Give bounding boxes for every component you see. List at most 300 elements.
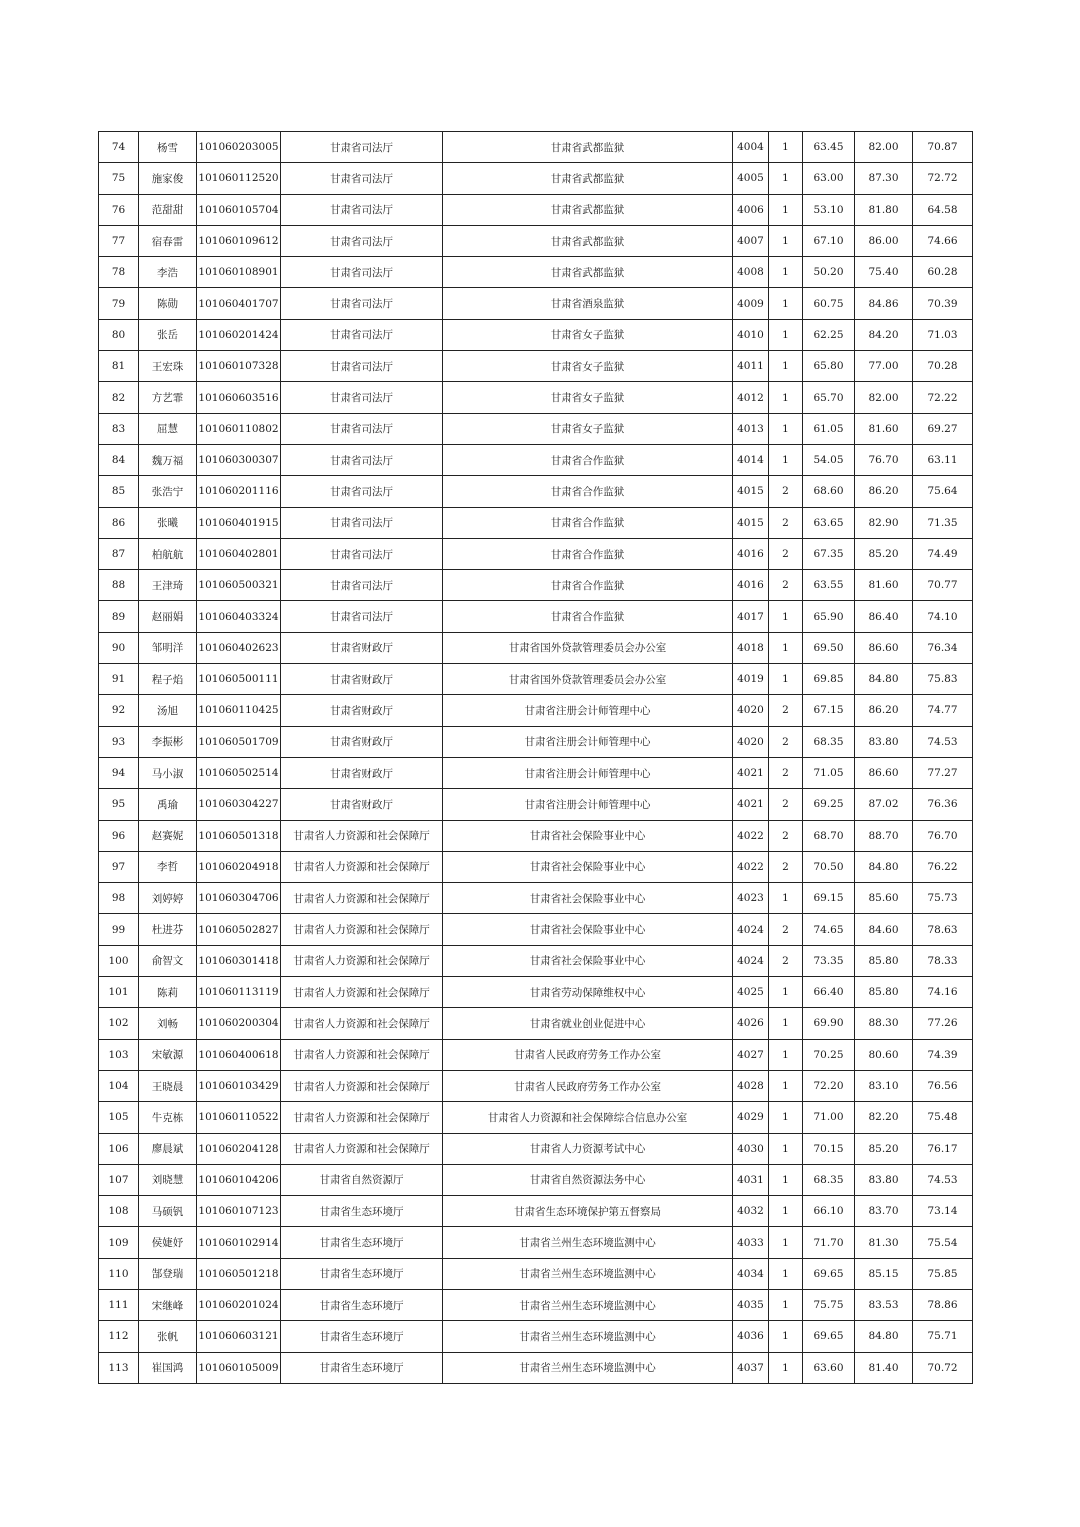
cell-seq: 81	[99, 351, 139, 382]
table-row	[99, 413, 973, 444]
cell-interview-score: 82.20	[855, 1102, 913, 1133]
cell-quota: 1	[769, 1289, 803, 1320]
cell-exam-id: 101060200304	[197, 1008, 281, 1039]
cell-department: 甘肃省司法厅	[281, 194, 443, 225]
cell-interview-score: 85.60	[855, 883, 913, 914]
cell-total-score: 75.71	[913, 1321, 973, 1352]
cell-exam-id: 101060402623	[197, 632, 281, 663]
cell-quota: 2	[769, 538, 803, 569]
cell-name: 张浩宁	[139, 476, 197, 507]
table-row	[99, 726, 973, 757]
table-row	[99, 507, 973, 538]
table-row	[99, 132, 973, 163]
cell-unit: 甘肃省合作监狱	[443, 538, 733, 569]
cell-name: 刘畅	[139, 1008, 197, 1039]
cell-total-score: 76.70	[913, 820, 973, 851]
table-row	[99, 570, 973, 601]
cell-position-code: 4033	[733, 1227, 769, 1258]
cell-seq: 102	[99, 1008, 139, 1039]
cell-position-code: 4008	[733, 257, 769, 288]
cell-unit: 甘肃省合作监狱	[443, 444, 733, 475]
cell-exam-id: 101060203005	[197, 132, 281, 163]
cell-total-score: 77.26	[913, 1008, 973, 1039]
cell-seq: 110	[99, 1258, 139, 1289]
cell-total-score: 74.39	[913, 1039, 973, 1070]
cell-department: 甘肃省人力资源和社会保障厅	[281, 1102, 443, 1133]
cell-written-score: 75.75	[803, 1289, 855, 1320]
cell-written-score: 54.05	[803, 444, 855, 475]
cell-department: 甘肃省人力资源和社会保障厅	[281, 820, 443, 851]
cell-seq: 109	[99, 1227, 139, 1258]
cell-quota: 1	[769, 257, 803, 288]
table-row	[99, 632, 973, 663]
cell-position-code: 4011	[733, 351, 769, 382]
cell-name: 李浩	[139, 257, 197, 288]
table-row	[99, 538, 973, 569]
cell-name: 俞智文	[139, 945, 197, 976]
cell-unit: 甘肃省生态环境保护第五督察局	[443, 1196, 733, 1227]
cell-unit: 甘肃省社会保险事业中心	[443, 883, 733, 914]
table-row	[99, 225, 973, 256]
cell-unit: 甘肃省合作监狱	[443, 476, 733, 507]
cell-quota: 2	[769, 695, 803, 726]
cell-name: 禹瑜	[139, 789, 197, 820]
cell-seq: 95	[99, 789, 139, 820]
cell-seq: 74	[99, 132, 139, 163]
table-row	[99, 1039, 973, 1070]
cell-position-code: 4006	[733, 194, 769, 225]
cell-unit: 甘肃省人民政府劳务工作办公室	[443, 1039, 733, 1070]
table-row	[99, 914, 973, 945]
cell-exam-id: 101060502827	[197, 914, 281, 945]
cell-total-score: 76.56	[913, 1070, 973, 1101]
cell-total-score: 72.22	[913, 382, 973, 413]
cell-interview-score: 84.86	[855, 288, 913, 319]
cell-total-score: 69.27	[913, 413, 973, 444]
cell-exam-id: 101060204128	[197, 1133, 281, 1164]
cell-total-score: 75.54	[913, 1227, 973, 1258]
cell-position-code: 4036	[733, 1321, 769, 1352]
cell-position-code: 4031	[733, 1164, 769, 1195]
cell-position-code: 4027	[733, 1039, 769, 1070]
table-row	[99, 319, 973, 350]
cell-department: 甘肃省财政厅	[281, 632, 443, 663]
cell-name: 宋敏源	[139, 1039, 197, 1070]
cell-exam-id: 101060301418	[197, 945, 281, 976]
cell-written-score: 67.35	[803, 538, 855, 569]
cell-interview-score: 84.80	[855, 1321, 913, 1352]
cell-seq: 79	[99, 288, 139, 319]
cell-exam-id: 101060110802	[197, 413, 281, 444]
cell-interview-score: 81.60	[855, 570, 913, 601]
cell-name: 张曦	[139, 507, 197, 538]
cell-total-score: 74.53	[913, 1164, 973, 1195]
cell-position-code: 4026	[733, 1008, 769, 1039]
cell-interview-score: 86.40	[855, 601, 913, 632]
cell-quota: 1	[769, 194, 803, 225]
cell-seq: 90	[99, 632, 139, 663]
cell-total-score: 75.85	[913, 1258, 973, 1289]
cell-written-score: 53.10	[803, 194, 855, 225]
cell-seq: 99	[99, 914, 139, 945]
cell-name: 马硕钒	[139, 1196, 197, 1227]
cell-quota: 1	[769, 1039, 803, 1070]
cell-position-code: 4013	[733, 413, 769, 444]
cell-unit: 甘肃省兰州生态环境监测中心	[443, 1258, 733, 1289]
cell-unit: 甘肃省武都监狱	[443, 132, 733, 163]
cell-written-score: 67.10	[803, 225, 855, 256]
cell-seq: 93	[99, 726, 139, 757]
cell-interview-score: 83.70	[855, 1196, 913, 1227]
cell-unit: 甘肃省国外贷款管理委员会办公室	[443, 632, 733, 663]
cell-interview-score: 86.20	[855, 695, 913, 726]
cell-department: 甘肃省司法厅	[281, 382, 443, 413]
cell-name: 张帆	[139, 1321, 197, 1352]
cell-exam-id: 101060113119	[197, 977, 281, 1008]
cell-seq: 101	[99, 977, 139, 1008]
cell-total-score: 70.28	[913, 351, 973, 382]
cell-seq: 91	[99, 664, 139, 695]
table-row	[99, 695, 973, 726]
table-row	[99, 163, 973, 194]
cell-exam-id: 101060403324	[197, 601, 281, 632]
cell-name: 陈莉	[139, 977, 197, 1008]
cell-unit: 甘肃省武都监狱	[443, 194, 733, 225]
cell-written-score: 69.50	[803, 632, 855, 663]
cell-total-score: 73.14	[913, 1196, 973, 1227]
cell-seq: 85	[99, 476, 139, 507]
cell-position-code: 4010	[733, 319, 769, 350]
cell-position-code: 4005	[733, 163, 769, 194]
cell-interview-score: 85.20	[855, 1133, 913, 1164]
table-row	[99, 1070, 973, 1101]
cell-interview-score: 81.40	[855, 1352, 913, 1383]
cell-position-code: 4024	[733, 945, 769, 976]
cell-position-code: 4015	[733, 476, 769, 507]
cell-total-score: 76.36	[913, 789, 973, 820]
cell-unit: 甘肃省酒泉监狱	[443, 288, 733, 319]
table-row	[99, 883, 973, 914]
cell-seq: 80	[99, 319, 139, 350]
cell-exam-id: 101060201424	[197, 319, 281, 350]
cell-name: 宋继峰	[139, 1289, 197, 1320]
cell-department: 甘肃省财政厅	[281, 664, 443, 695]
cell-name: 马小淑	[139, 757, 197, 788]
cell-total-score: 74.66	[913, 225, 973, 256]
cell-written-score: 63.45	[803, 132, 855, 163]
cell-department: 甘肃省司法厅	[281, 288, 443, 319]
cell-seq: 104	[99, 1070, 139, 1101]
cell-department: 甘肃省人力资源和社会保障厅	[281, 977, 443, 1008]
table-row	[99, 444, 973, 475]
cell-department: 甘肃省人力资源和社会保障厅	[281, 851, 443, 882]
cell-department: 甘肃省财政厅	[281, 789, 443, 820]
cell-interview-score: 81.80	[855, 194, 913, 225]
cell-quota: 1	[769, 977, 803, 1008]
cell-position-code: 4030	[733, 1133, 769, 1164]
cell-exam-id: 101060103429	[197, 1070, 281, 1101]
cell-position-code: 4016	[733, 570, 769, 601]
cell-total-score: 76.34	[913, 632, 973, 663]
cell-unit: 甘肃省注册会计师管理中心	[443, 695, 733, 726]
cell-seq: 100	[99, 945, 139, 976]
cell-quota: 1	[769, 1321, 803, 1352]
cell-unit: 甘肃省武都监狱	[443, 257, 733, 288]
cell-written-score: 74.65	[803, 914, 855, 945]
cell-interview-score: 76.70	[855, 444, 913, 475]
table-row	[99, 977, 973, 1008]
cell-quota: 1	[769, 601, 803, 632]
cell-seq: 87	[99, 538, 139, 569]
cell-exam-id: 101060107123	[197, 1196, 281, 1227]
cell-exam-id: 101060204918	[197, 851, 281, 882]
cell-department: 甘肃省人力资源和社会保障厅	[281, 1133, 443, 1164]
cell-position-code: 4029	[733, 1102, 769, 1133]
cell-quota: 2	[769, 820, 803, 851]
cell-total-score: 76.22	[913, 851, 973, 882]
cell-department: 甘肃省生态环境厅	[281, 1289, 443, 1320]
cell-interview-score: 81.30	[855, 1227, 913, 1258]
cell-quota: 1	[769, 1164, 803, 1195]
cell-interview-score: 88.70	[855, 820, 913, 851]
table-row	[99, 382, 973, 413]
cell-written-score: 50.20	[803, 257, 855, 288]
cell-interview-score: 81.60	[855, 413, 913, 444]
cell-department: 甘肃省人力资源和社会保障厅	[281, 945, 443, 976]
cell-quota: 2	[769, 851, 803, 882]
cell-quota: 1	[769, 163, 803, 194]
cell-name: 程子焰	[139, 664, 197, 695]
cell-interview-score: 85.20	[855, 538, 913, 569]
cell-written-score: 65.70	[803, 382, 855, 413]
cell-interview-score: 83.80	[855, 1164, 913, 1195]
cell-exam-id: 101060603516	[197, 382, 281, 413]
cell-name: 李振彬	[139, 726, 197, 757]
cell-name: 魏万福	[139, 444, 197, 475]
results-table	[98, 131, 973, 1384]
cell-unit: 甘肃省武都监狱	[443, 163, 733, 194]
cell-quota: 1	[769, 1196, 803, 1227]
cell-interview-score: 84.20	[855, 319, 913, 350]
cell-written-score: 70.15	[803, 1133, 855, 1164]
cell-name: 屈慧	[139, 413, 197, 444]
cell-exam-id: 101060501218	[197, 1258, 281, 1289]
cell-exam-id: 101060402801	[197, 538, 281, 569]
cell-exam-id: 101060304706	[197, 883, 281, 914]
cell-quota: 1	[769, 1102, 803, 1133]
cell-seq: 98	[99, 883, 139, 914]
cell-position-code: 4004	[733, 132, 769, 163]
cell-name: 廖晨斌	[139, 1133, 197, 1164]
cell-position-code: 4015	[733, 507, 769, 538]
cell-written-score: 67.15	[803, 695, 855, 726]
table-row	[99, 288, 973, 319]
cell-position-code: 4025	[733, 977, 769, 1008]
cell-quota: 1	[769, 225, 803, 256]
cell-department: 甘肃省司法厅	[281, 601, 443, 632]
cell-total-score: 70.39	[913, 288, 973, 319]
cell-department: 甘肃省人力资源和社会保障厅	[281, 1008, 443, 1039]
cell-exam-id: 101060400618	[197, 1039, 281, 1070]
cell-written-score: 63.60	[803, 1352, 855, 1383]
cell-total-score: 71.03	[913, 319, 973, 350]
cell-name: 王晓晨	[139, 1070, 197, 1101]
cell-department: 甘肃省司法厅	[281, 225, 443, 256]
table-row	[99, 820, 973, 851]
cell-interview-score: 83.53	[855, 1289, 913, 1320]
cell-quota: 1	[769, 1008, 803, 1039]
table-row	[99, 664, 973, 695]
cell-name: 崔国鸿	[139, 1352, 197, 1383]
cell-exam-id: 101060201024	[197, 1289, 281, 1320]
cell-total-score: 70.77	[913, 570, 973, 601]
cell-position-code: 4024	[733, 914, 769, 945]
cell-written-score: 62.25	[803, 319, 855, 350]
table-row	[99, 1164, 973, 1195]
cell-written-score: 69.25	[803, 789, 855, 820]
cell-interview-score: 87.30	[855, 163, 913, 194]
cell-seq: 78	[99, 257, 139, 288]
cell-unit: 甘肃省社会保险事业中心	[443, 914, 733, 945]
cell-position-code: 4016	[733, 538, 769, 569]
table-row	[99, 945, 973, 976]
cell-department: 甘肃省司法厅	[281, 507, 443, 538]
cell-name: 范甜甜	[139, 194, 197, 225]
table-body	[99, 132, 973, 1384]
cell-interview-score: 87.02	[855, 789, 913, 820]
cell-written-score: 70.50	[803, 851, 855, 882]
cell-written-score: 68.35	[803, 1164, 855, 1195]
cell-seq: 76	[99, 194, 139, 225]
cell-exam-id: 101060501318	[197, 820, 281, 851]
table-row	[99, 1008, 973, 1039]
cell-quota: 1	[769, 132, 803, 163]
table-row	[99, 1196, 973, 1227]
table-row	[99, 1102, 973, 1133]
cell-unit: 甘肃省女子监狱	[443, 319, 733, 350]
cell-department: 甘肃省人力资源和社会保障厅	[281, 1039, 443, 1070]
cell-written-score: 60.75	[803, 288, 855, 319]
table-row	[99, 1289, 973, 1320]
cell-quota: 1	[769, 883, 803, 914]
cell-department: 甘肃省司法厅	[281, 257, 443, 288]
cell-total-score: 75.64	[913, 476, 973, 507]
cell-position-code: 4007	[733, 225, 769, 256]
table-row	[99, 194, 973, 225]
cell-unit: 甘肃省武都监狱	[443, 225, 733, 256]
cell-exam-id: 101060105009	[197, 1352, 281, 1383]
cell-unit: 甘肃省合作监狱	[443, 570, 733, 601]
cell-position-code: 4021	[733, 757, 769, 788]
cell-total-score: 76.17	[913, 1133, 973, 1164]
cell-position-code: 4022	[733, 820, 769, 851]
cell-quota: 2	[769, 789, 803, 820]
table-row	[99, 351, 973, 382]
cell-quota: 2	[769, 914, 803, 945]
cell-interview-score: 82.00	[855, 132, 913, 163]
cell-quota: 1	[769, 319, 803, 350]
cell-seq: 107	[99, 1164, 139, 1195]
table-row	[99, 476, 973, 507]
cell-interview-score: 80.60	[855, 1039, 913, 1070]
cell-position-code: 4020	[733, 726, 769, 757]
cell-quota: 2	[769, 570, 803, 601]
cell-name: 王津琦	[139, 570, 197, 601]
cell-seq: 92	[99, 695, 139, 726]
cell-name: 方艺霏	[139, 382, 197, 413]
cell-interview-score: 85.80	[855, 945, 913, 976]
cell-unit: 甘肃省劳动保障维权中心	[443, 977, 733, 1008]
cell-unit: 甘肃省国外贷款管理委员会办公室	[443, 664, 733, 695]
cell-total-score: 74.16	[913, 977, 973, 1008]
cell-department: 甘肃省司法厅	[281, 132, 443, 163]
table-row	[99, 1227, 973, 1258]
cell-quota: 1	[769, 1070, 803, 1101]
cell-unit: 甘肃省人力资源考试中心	[443, 1133, 733, 1164]
cell-written-score: 71.70	[803, 1227, 855, 1258]
cell-quota: 1	[769, 382, 803, 413]
cell-exam-id: 101060109612	[197, 225, 281, 256]
cell-interview-score: 82.00	[855, 382, 913, 413]
cell-position-code: 4034	[733, 1258, 769, 1289]
cell-unit: 甘肃省女子监狱	[443, 382, 733, 413]
cell-seq: 103	[99, 1039, 139, 1070]
cell-name: 邹明洋	[139, 632, 197, 663]
cell-written-score: 69.90	[803, 1008, 855, 1039]
cell-quota: 2	[769, 476, 803, 507]
table-row	[99, 789, 973, 820]
table-row	[99, 257, 973, 288]
cell-name: 施家俊	[139, 163, 197, 194]
cell-written-score: 66.10	[803, 1196, 855, 1227]
cell-quota: 1	[769, 664, 803, 695]
cell-exam-id: 101060104206	[197, 1164, 281, 1195]
cell-department: 甘肃省自然资源厅	[281, 1164, 443, 1195]
cell-total-score: 78.33	[913, 945, 973, 976]
cell-interview-score: 86.00	[855, 225, 913, 256]
cell-unit: 甘肃省注册会计师管理中心	[443, 757, 733, 788]
cell-total-score: 63.11	[913, 444, 973, 475]
cell-position-code: 4023	[733, 883, 769, 914]
cell-name: 杨雪	[139, 132, 197, 163]
cell-position-code: 4022	[733, 851, 769, 882]
cell-exam-id: 101060500321	[197, 570, 281, 601]
cell-exam-id: 101060501709	[197, 726, 281, 757]
cell-unit: 甘肃省兰州生态环境监测中心	[443, 1227, 733, 1258]
cell-quota: 1	[769, 351, 803, 382]
cell-position-code: 4018	[733, 632, 769, 663]
cell-position-code: 4020	[733, 695, 769, 726]
cell-total-score: 78.86	[913, 1289, 973, 1320]
cell-unit: 甘肃省人力资源和社会保障综合信息办公室	[443, 1102, 733, 1133]
cell-unit: 甘肃省社会保险事业中心	[443, 945, 733, 976]
cell-interview-score: 84.80	[855, 664, 913, 695]
cell-interview-score: 83.80	[855, 726, 913, 757]
table-row	[99, 851, 973, 882]
cell-exam-id: 101060107328	[197, 351, 281, 382]
cell-unit: 甘肃省注册会计师管理中心	[443, 789, 733, 820]
cell-department: 甘肃省司法厅	[281, 413, 443, 444]
cell-written-score: 71.05	[803, 757, 855, 788]
cell-quota: 2	[769, 757, 803, 788]
cell-seq: 82	[99, 382, 139, 413]
cell-name: 赵赛妮	[139, 820, 197, 851]
cell-seq: 83	[99, 413, 139, 444]
cell-interview-score: 82.90	[855, 507, 913, 538]
cell-quota: 1	[769, 1133, 803, 1164]
cell-exam-id: 101060201116	[197, 476, 281, 507]
cell-total-score: 75.83	[913, 664, 973, 695]
